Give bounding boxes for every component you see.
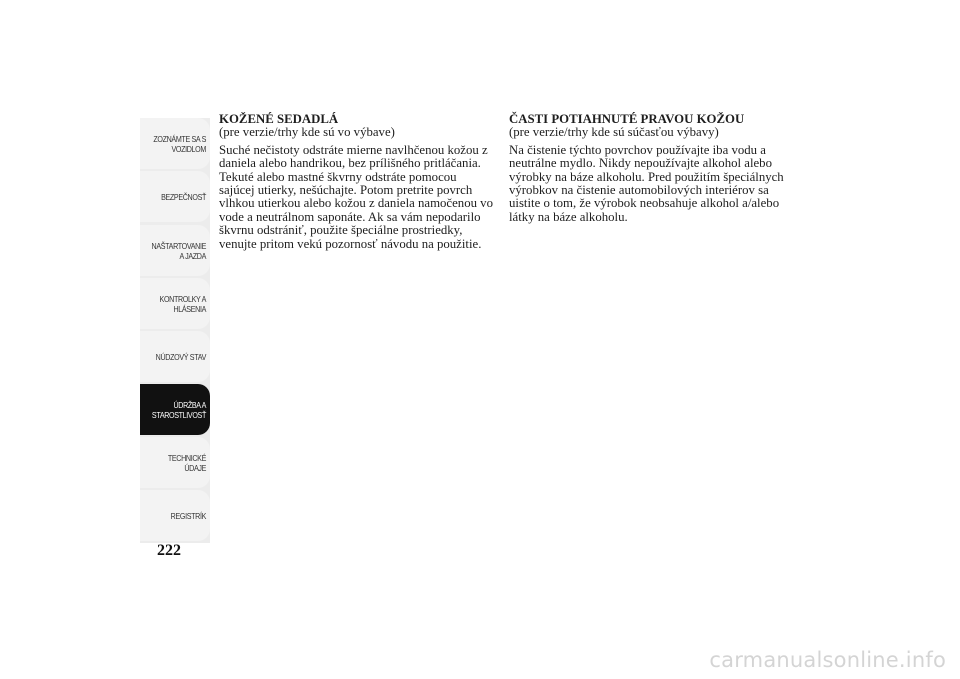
section-title: ČASTI POTIAHNUTÉ PRAVOU KOŽOU bbox=[509, 112, 745, 126]
section-body: Suché nečistoty odstráte mierne navlhčenou kožou z daniela alebo handrikou, bez prílišného pritláčania. Tekuté alebo mastné škvrny odstráte pomocou sajúcej utierky, nešúchajte. Potom pretrite povrch vlhkou utierkou alebo kožou z daniela namočenou vo vode a neutrálnom saponáte. Ak sa vám nepodarilo škvrnu odstrániť, použite špeciálne prostriedky, venujte pritom vekú pozornosť návodu na použitie. bbox=[219, 142, 493, 251]
section-body: Na čistenie týchto povrchov používajte iba vodu a neutrálne mydlo. Nikdy nepoužívajte alkohol alebo výrobky na báze alkoholu. Pred použitím špeciálnych výrobkov na čistenie automobilových interiérov sa uistite o tom, že výrobok neobsahuje alkohol a/alebo látky na báze alkoholu. bbox=[509, 142, 784, 224]
tab-nastartovanie-a-jazda[interactable] bbox=[140, 225, 210, 276]
section-subtitle: (pre verzie/trhy kde sú súčasťou výbavy) bbox=[509, 125, 719, 140]
tab-label: REGISTRÍK bbox=[170, 510, 206, 521]
page-number: 222 bbox=[157, 542, 181, 559]
tab-udrzba-a-starostlivost[interactable] bbox=[140, 384, 210, 435]
tab-registrik[interactable] bbox=[140, 490, 210, 541]
tab-label: KONTROLKY A HLÁSENIA bbox=[159, 293, 206, 314]
section-genuine-leather-parts bbox=[509, 113, 789, 224]
tab-label: NÚDZOVÝ STAV bbox=[155, 351, 206, 362]
tab-kontrolky-a-hlasenia[interactable] bbox=[140, 278, 210, 329]
tab-label: TECHNICKÉ ÚDAJE bbox=[167, 452, 206, 473]
tab-label: BEZPEČNOSŤ bbox=[161, 191, 206, 202]
tab-label: ÚDRŽBA A STAROSTLIVOSŤ bbox=[151, 399, 206, 420]
tab-bezpecnost[interactable] bbox=[140, 171, 210, 222]
tab-technicke-udaje[interactable] bbox=[140, 437, 210, 488]
tab-nudzovy-stav[interactable] bbox=[140, 331, 210, 382]
section-subtitle: (pre verzie/trhy kde sú vo výbave) bbox=[219, 125, 395, 140]
watermark-text: carmanualsonline.info bbox=[709, 648, 946, 672]
tab-label: NAŠTARTOVANIE A JAZDA bbox=[151, 240, 206, 261]
tab-label: ZOZNÁMTE SA S VOZIDLOM bbox=[153, 133, 206, 154]
section-leather-seats bbox=[219, 113, 494, 251]
tab-zoznamte-sa-s-vozidlom[interactable] bbox=[140, 118, 210, 169]
section-title: KOŽENÉ SEDADLÁ bbox=[219, 112, 339, 126]
